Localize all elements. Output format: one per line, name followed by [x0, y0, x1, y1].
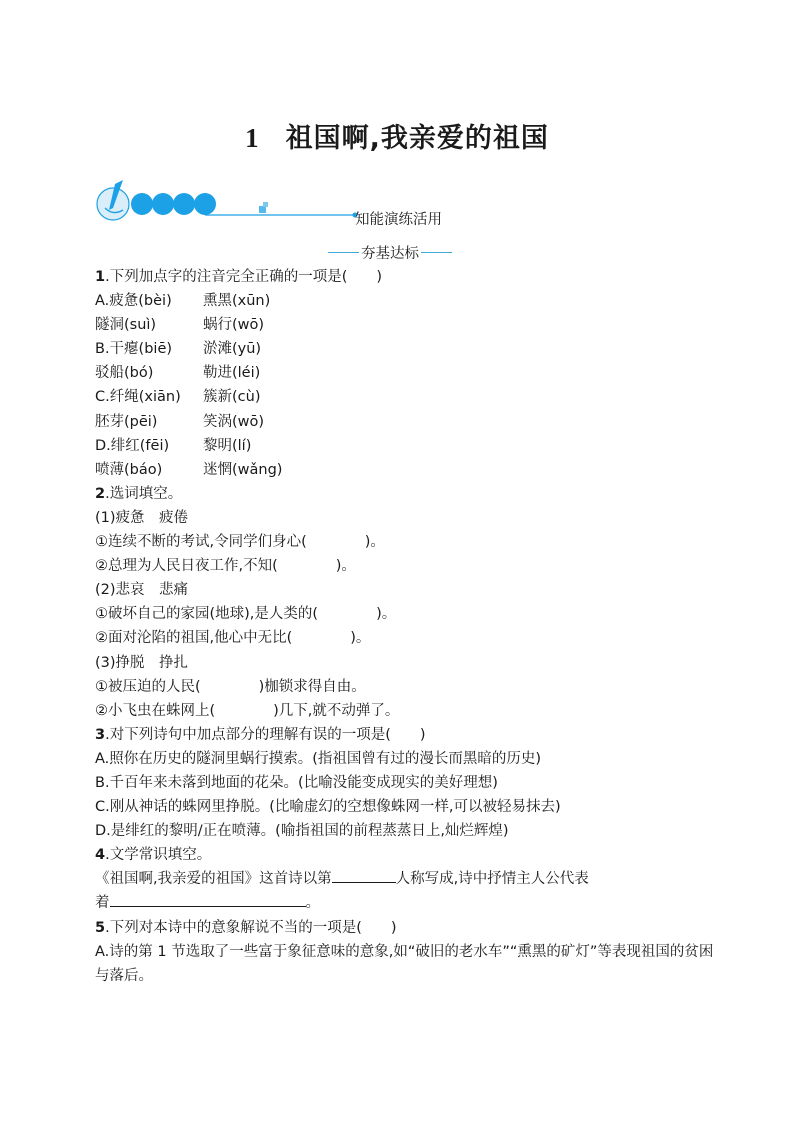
q2-line: (2)悲哀 悲痛 [95, 582, 189, 599]
q1-option-row: C.纤绳(xiān) 簇新(cù) [95, 389, 261, 406]
q4-line-1: 《祖国啊,我亲爱的祖国》这首诗以第 人称写成,诗中抒情主人公代表 [95, 867, 715, 891]
page-title [0, 116, 794, 155]
question-1-stem: 1.下列加点字的注音完全正确的一项是( ) [95, 269, 383, 285]
banner-square-1 [259, 206, 266, 213]
q2-line: ②面对沦陷的祖国,他心中无比( )。 [95, 630, 371, 647]
banner-dot-2 [152, 193, 174, 215]
exercise-content [95, 265, 715, 988]
q1-option-row: D.绯红(fēi) 黎明(lí) [95, 437, 252, 454]
answer-blank-person[interactable] [332, 868, 396, 883]
section-subhead [328, 242, 452, 263]
q2-line: (3)挣脱 挣扎 [95, 654, 189, 671]
banner-square-2 [263, 202, 268, 207]
q3-option: C.刚从神话的蛛网里挣脱。(比喻虚幻的空想像蛛网一样,可以被轻易抹去) [95, 799, 561, 816]
q1-option-row: 隧洞(suì) 蜗行(wō) [95, 317, 265, 334]
q3-option: A.照你在历史的隧洞里蜗行摸索。(指祖国曾有过的漫长而黑暗的历史) [95, 750, 542, 767]
q1-option-row: 胚芽(pēi) 笑涡(wō) [95, 413, 265, 430]
q2-line: ①破坏自己的家园(地球),是人类的( )。 [95, 606, 397, 623]
lesson-title: 祖国啊,我亲爱的祖国 [285, 123, 549, 154]
q1-option-row: B.干瘪(biē) 淤滩(yū) [95, 341, 262, 358]
subhead-rule-left [328, 252, 359, 253]
banner-dot-3 [173, 193, 195, 215]
q4-line-2: 着 。 [95, 891, 715, 915]
q1-option-row: 驳船(bó) 勒进(léi) [95, 365, 261, 382]
subhead-text: 夯基达标 [361, 246, 419, 262]
section-banner [93, 178, 473, 226]
banner-dot-4 [194, 193, 216, 215]
banner-dot-1 [131, 193, 153, 215]
question-2-stem: 2.选词填空。 [95, 485, 183, 502]
banner-label: 知能演练活用 [355, 212, 442, 228]
q2-line: ②总理为人民日夜工作,不知( )。 [95, 558, 356, 575]
question-3-stem: 3.对下列诗句中加点部分的理解有误的一项是( ) [95, 726, 426, 743]
question-4-stem: 4.文学常识填空。 [95, 847, 212, 864]
answer-blank-represents[interactable] [110, 892, 306, 907]
q2-line: ①连续不断的考试,令同学们身心( )。 [95, 534, 385, 551]
q2-line: ②小飞虫在蛛网上( )几下,就不动弹了。 [95, 702, 400, 719]
q2-line: (1)疲惫 疲倦 [95, 509, 189, 526]
q2-line: ①被压迫的人民( )枷锁求得自由。 [95, 678, 366, 695]
q1-option-row: 喷薄(báo) 迷惘(wǎng) [95, 461, 283, 478]
q3-option: B.千百年来未落到地面的花朵。(比喻没能变成现实的美好理想) [95, 774, 498, 791]
q1-option-row: A.疲惫(bèi) 熏黑(xūn) [95, 293, 271, 310]
q5-option-a: A.诗的第 1 节选取了一些富于象征意味的意象,如“破旧的老水车”“熏黑的矿灯”等表现祖国的贫困与落后。 [95, 943, 714, 984]
lesson-number: 1 [245, 123, 260, 153]
q3-option: D.是绯红的黎明/正在喷薄。(喻指祖国的前程蒸蒸日上,灿烂辉煌) [95, 823, 509, 840]
question-5-stem: 5.下列对本诗中的意象解说不当的一项是( ) [95, 919, 397, 936]
subhead-rule-right [421, 252, 452, 253]
